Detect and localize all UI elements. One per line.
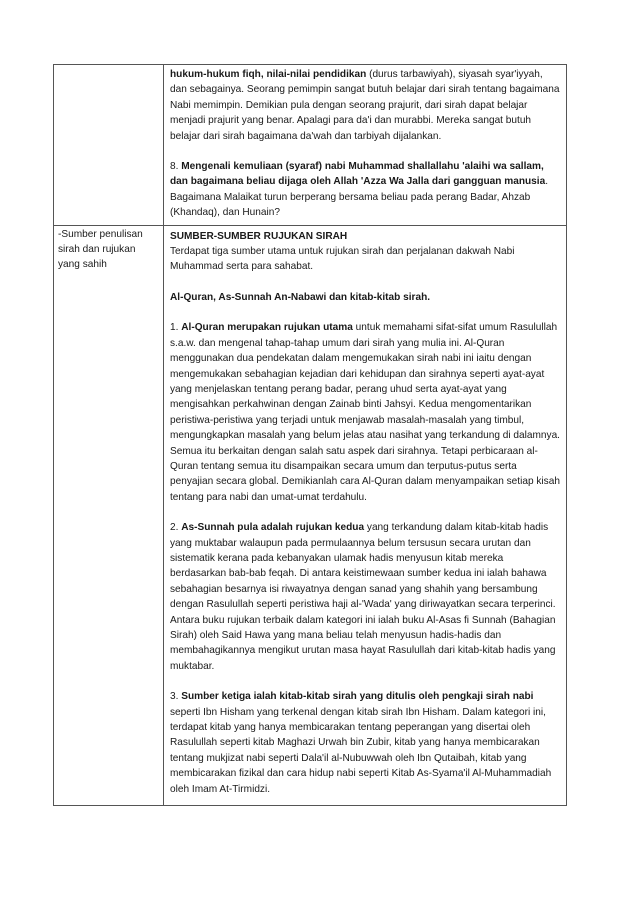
table-row (54, 225, 567, 805)
item-number: 3. (170, 691, 182, 703)
section-heading-block (170, 229, 562, 275)
item-number: 1. (170, 322, 182, 334)
paragraph-text: untuk memahami sifat-sifat umum Rasulullah s.a.w. dan mengenal tahap-tahap umum dari sirah yang mulia ini. Al-Quran menggunakan dua pendekatan dalam mengemukakan sirah nabi ini iaitu dengan mengemukakan sebahagian kejadian dari kehidupan dan sirahnya seperti ayat-ayat yang menjelaskan tentang perang badar, perang uhud serta ayat-ayat yang mengisahkan perkahwinan dengan Zainab binti Jahsyi. Kedua mengomentarikan peristiwa-peristiwa yang terjadi untuk menjawab masalah-masalah yang timbul, mengungkapkan masalah yang belum jelas atau nasihat yang terkandung di dalamnya. Semua itu berkaitan dengan salah satu aspek dari sirahnya. Tetapi perbicaraan al-Quran tentang semua itu disampaikan secara umum dan terputus-putus serta penyajian secara global. Demikianlah cara Al-Quran dalam menyampaikan setiap kisah tentang para nabi dan umat-umat terdahulu. (170, 322, 560, 503)
paragraph-source-3 (170, 689, 562, 797)
intro-text: Terdapat tiga sumber utama untuk rujukan sirah dan perjalanan dakwah Nabi Muhammad serta para sahabat. (170, 246, 515, 273)
subheading: Al-Quran, As-Sunnah An-Nabawi dan kitab-kitab sirah. (170, 291, 431, 303)
table-row (54, 65, 567, 226)
paragraph-text: yang terkandung dalam kitab-kitab hadis yang muktabar walaupun pada permulaannya belum tersusun secara urutan dan sistematik kerana pada kebanyakan ulamak hadis menyusun kitab mereka berdasarkan bab-bab feqah. Di antara keistimewaan sumber kedua ini ialah bahawa sebahagian besarnya isi riwayatnya dengan sanad yang shahih yang bersambung dengan Rasulullah seperti peristiwa haji al-'Wada' yang diriwayatkan secara terperinci. Antara buku rujukan terbaik dalam kategori ini ialah buku Al-Asas fi Sunnah (Bahagian Sirah) oleh Said Hawa yang mana beliau telah menyusun hadis-hadis dan membahagikannya mengikut urutan masa hayat Rasulullah dari kitab-kitab hadis yang muktabar. (170, 522, 556, 672)
bold-phrase: As-Sunnah pula adalah rujukan kedua (181, 522, 365, 534)
item-number: 8. (170, 161, 182, 173)
bold-phrase: Mengenali kemuliaan (syaraf) nabi Muhammad shallallahu 'alaihi wa sallam, dan bagaimana beliau dijaga oleh Allah 'Azza Wa Jalla dari gangguan manusia (170, 161, 546, 188)
paragraph-point-8 (170, 159, 562, 221)
topic-cell-empty (54, 65, 164, 226)
subheading-block (170, 290, 562, 305)
paragraph-source-1 (170, 320, 562, 505)
paragraph-fiqh (170, 67, 562, 144)
paragraph-text: seperti Ibn Hisham yang terkenal dengan kitab sirah Ibn Hisham. Dalam kategori ini, terdapat kitab yang hanya membicarakan tentang peperangan yang disertai oleh Rasulullah seperti kitab Maghazi Urwah bin Zubir, kitab yang hanya membicarakan tentang mukjizat nabi seperti Dala'il al-Nubuwwah oleh Ibn Qutaibah, kitab yang membicarakan fizikal dan cara hidup nabi seperti Kitab As-Syama'il Al-Muhammadiah oleh Imam At-Tirmidzi. (170, 706, 552, 795)
section-heading: SUMBER-SUMBER RUJUKAN SIRAH (170, 230, 348, 242)
paragraph-text: . Bagaimana Malaikat turun berperang bersama beliau pada perang Badar, Ahzab (Khandaq), dan Hunain? (170, 176, 549, 219)
bold-phrase: hukum-hukum fiqh, nilai-nilai pendidikan (170, 69, 367, 80)
paragraph-source-2 (170, 520, 562, 674)
topic-cell (54, 225, 164, 805)
content-cell (164, 65, 567, 226)
content-cell (164, 225, 567, 805)
paragraph-text: (durus tarbawiyah), siyasah syar'iyyah, dan sebagainya. Seorang pemimpin sangat butuh belajar dari sirah tentang bagaimana Nabi memimpin. Demikian pula dengan seorang prajurit, dari sirah dapat belajar menjadi prajurit yang benar. Apalagi para da'i dan murabbi. Mereka sangat butuh belajar dari sirah bagaimana da'wah dan tarbiyah dijalankan. (170, 69, 560, 142)
content-table (53, 64, 567, 806)
bold-phrase: Sumber ketiga ialah kitab-kitab sirah yang ditulis oleh pengkaji sirah nabi (181, 691, 534, 703)
bold-phrase: Al-Quran merupakan rujukan utama (181, 322, 353, 334)
item-number: 2. (170, 522, 182, 534)
topic-label: -Sumber penulisan sirah dan rujukan yang sahih (58, 228, 143, 271)
